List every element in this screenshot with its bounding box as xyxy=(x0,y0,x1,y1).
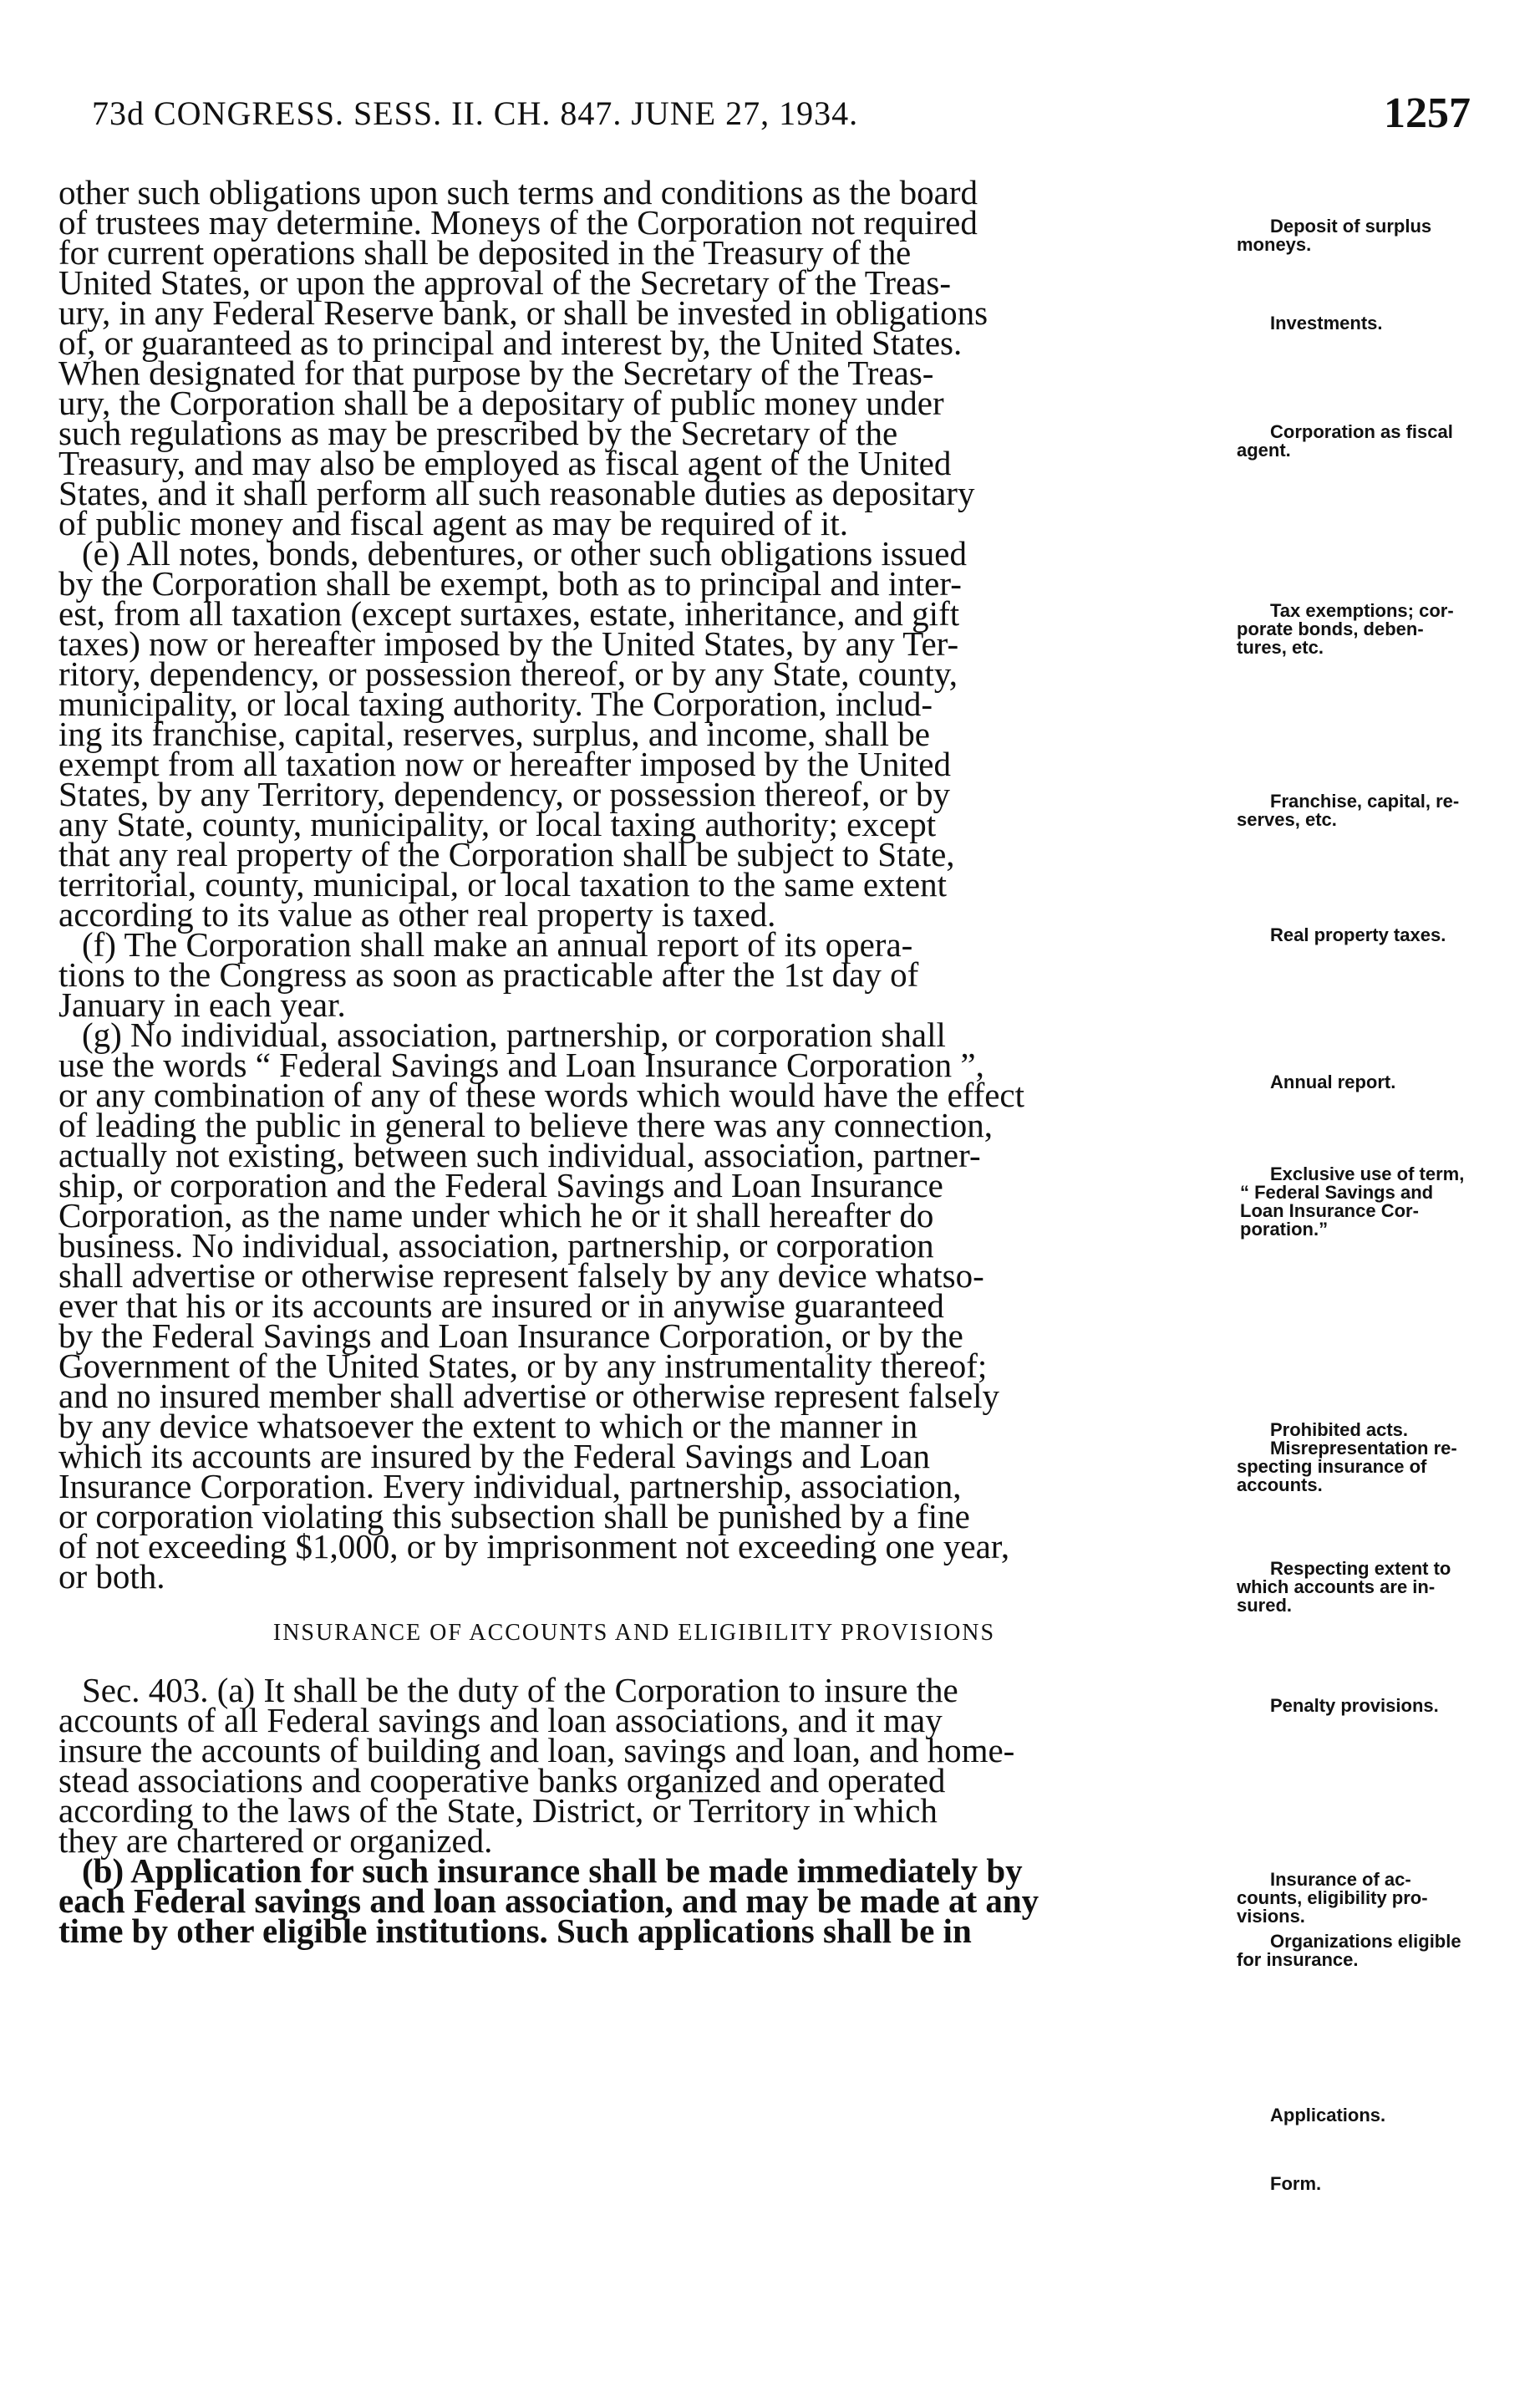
margin-note-line: for insurance. xyxy=(1237,1949,1359,1970)
margin-note-line: Form. xyxy=(1270,2173,1322,2194)
margin-note-line: Applications. xyxy=(1270,2105,1386,2126)
text-line: according to its value as other real property is taxed. xyxy=(58,895,776,934)
text-line: any State, county, municipality, or local taxing authority; except xyxy=(58,805,937,843)
text-line: business. No individual, association, partnership, or corporation xyxy=(58,1226,934,1265)
text-line: territorial, county, municipal, or local taxation to the same extent xyxy=(58,865,947,904)
margin-note-line: “ Federal Savings and xyxy=(1240,1182,1434,1203)
margin-note xyxy=(1237,602,1504,657)
margin-note xyxy=(1237,1073,1504,1092)
text-line: of, or guaranteed as to principal and interest by, the United States. xyxy=(58,323,963,362)
margin-note xyxy=(1237,1697,1504,1715)
margin-note-line: serves, etc. xyxy=(1237,809,1337,830)
text-line: insure the accounts of building and loan, savings and loan, and home- xyxy=(58,1731,1015,1769)
text-line: When designated for that purpose by the Secretary of the Treas- xyxy=(58,354,934,392)
margin-note-line: Real property taxes. xyxy=(1270,924,1446,945)
margin-note xyxy=(1237,217,1504,254)
text-line: Sec. 403. (a) It shall be the duty of the Corporation to insure the xyxy=(82,1671,958,1709)
text-line: Treasury, and may also be employed as fiscal agent of the United xyxy=(58,444,952,482)
margin-note-line: Corporation as fiscal xyxy=(1270,421,1453,442)
text-line: est, from all taxation (except surtaxes, estate, inheritance, and gift xyxy=(58,594,960,633)
text-line: for current operations shall be deposited in the Treasury of the xyxy=(58,233,912,272)
text-line: Insurance Corporation. Every individual, partnership, association, xyxy=(58,1467,962,1505)
margin-note-line: Franchise, capital, re- xyxy=(1270,791,1460,812)
margin-note xyxy=(1237,1421,1504,1494)
text-line: each Federal savings and loan association, and may be made at any xyxy=(58,1881,1039,1920)
text-line: use the words “ Federal Savings and Loan Insurance Corporation ”, xyxy=(58,1046,984,1084)
text-line: ship, or corporation and the Federal Savings and Loan Insurance xyxy=(58,1166,943,1204)
main-text xyxy=(58,173,1210,1950)
margin-note-line: sured. xyxy=(1237,1595,1293,1616)
margin-note-line: Annual report. xyxy=(1270,1072,1396,1092)
text-line: time by other eligible institutions. Such applications shall be in xyxy=(58,1912,972,1950)
margin-note-line: Prohibited acts. xyxy=(1270,1419,1409,1440)
text-line: ing its franchise, capital, reserves, surplus, and income, shall be xyxy=(58,715,930,753)
text-line: taxes) now or hereafter imposed by the United States, by any Ter- xyxy=(58,624,959,663)
page-number: 1257 xyxy=(1384,89,1471,137)
text-line: exempt from all taxation now or hereafter imposed by the United xyxy=(58,745,951,783)
margin-note-line: Insurance of ac- xyxy=(1270,1869,1411,1890)
margin-note xyxy=(1237,926,1504,944)
margin-note-line: visions. xyxy=(1237,1906,1305,1927)
margin-note xyxy=(1237,1560,1504,1615)
text-line: accounts of all Federal savings and loan associations, and it may xyxy=(58,1701,943,1739)
margin-note-line: Penalty provisions. xyxy=(1270,1695,1439,1716)
text-line: (e) All notes, bonds, debentures, or other such obligations issued xyxy=(82,534,967,573)
text-line: they are chartered or organized. xyxy=(58,1821,493,1860)
text-line: or both. xyxy=(58,1557,165,1596)
text-line: tions to the Congress as soon as practicable after the 1st day of xyxy=(58,955,919,994)
text-line: according to the laws of the State, District, or Territory in which xyxy=(58,1791,938,1830)
text-line: of trustees may determine. Moneys of the Corporation not required xyxy=(58,203,978,242)
margin-note-line: Misrepresentation re- xyxy=(1270,1438,1457,1459)
text-line: January in each year. xyxy=(58,985,346,1024)
text-line: other such obligations upon such terms and conditions as the board xyxy=(58,173,978,211)
text-line: and no insured member shall advertise or otherwise represent falsely xyxy=(58,1377,999,1415)
margin-note-line: Loan Insurance Cor- xyxy=(1240,1200,1419,1221)
margin-note-line: Respecting extent to xyxy=(1270,1558,1451,1579)
text-line: which its accounts are insured by the Federal Savings and Loan xyxy=(58,1437,930,1475)
margin-note-line: Investments. xyxy=(1270,313,1383,333)
margin-note xyxy=(1237,1932,1504,1969)
section-heading: INSURANCE OF ACCOUNTS AND ELIGIBILITY PROVISIONS xyxy=(272,1620,996,1646)
text-line: by the Corporation shall be exempt, both as to principal and inter- xyxy=(58,564,962,603)
margin-note-line: Deposit of surplus xyxy=(1270,216,1432,237)
margin-note-line: moneys. xyxy=(1237,234,1312,255)
text-line: or corporation violating this subsection shall be punished by a fine xyxy=(58,1497,970,1535)
text-line: ever that his or its accounts are insured or in anywise guaranteed xyxy=(58,1286,944,1325)
text-line: States, and it shall perform all such reasonable duties as depositary xyxy=(58,474,975,512)
margin-note-line: counts, eligibility pro- xyxy=(1237,1887,1428,1908)
margin-note xyxy=(1237,423,1504,460)
text-line: of not exceeding $1,000, or by imprisonment not exceeding one year, xyxy=(58,1527,1010,1566)
text-line: such regulations as may be prescribed by the Secretary of the xyxy=(58,414,898,452)
text-line: Government of the United States, or by any instrumentality thereof; xyxy=(58,1347,988,1385)
text-line: (b) Application for such insurance shall be made immediately by xyxy=(82,1851,1023,1890)
text-line: ury, the Corporation shall be a depositary of public money under xyxy=(58,384,944,422)
margin-note xyxy=(1237,2106,1504,2125)
margin-note xyxy=(1237,2175,1504,2193)
text-line: States, by any Territory, dependency, or possession thereof, or by xyxy=(58,775,951,813)
text-line: shall advertise or otherwise represent falsely by any device whatso- xyxy=(58,1256,984,1295)
text-line: of public money and fiscal agent as may be required of it. xyxy=(58,504,848,542)
text-line: (f) The Corporation shall make an annual report of its opera- xyxy=(82,925,913,964)
text-line: ritory, dependency, or possession thereof, or by any State, county, xyxy=(58,654,958,693)
page-header xyxy=(92,89,1471,144)
margin-note xyxy=(1237,1871,1504,1926)
text-line: by the Federal Savings and Loan Insurance Corporation, or by the xyxy=(58,1316,963,1355)
margin-note-line: Tax exemptions; cor- xyxy=(1270,600,1454,621)
text-line: actually not existing, between such individual, association, partner- xyxy=(58,1136,981,1174)
margin-note-line: Exclusive use of term, xyxy=(1270,1163,1465,1184)
margin-note-line: poration.” xyxy=(1240,1219,1329,1240)
running-title: 73d CONGRESS. SESS. II. CH. 847. JUNE 27, 1934. xyxy=(92,94,859,132)
text-line: municipality, or local taxing authority. The Corporation, includ- xyxy=(58,685,933,723)
text-line: by any device whatsoever the extent to which or the manner in xyxy=(58,1407,918,1445)
margin-note-line: tures, etc. xyxy=(1237,637,1324,658)
margin-note xyxy=(1237,314,1504,333)
text-line: United States, or upon the approval of the Secretary of the Treas- xyxy=(58,263,952,302)
text-line: Corporation, as the name under which he or it shall hereafter do xyxy=(58,1196,934,1235)
margin-note-line: accounts. xyxy=(1237,1474,1323,1495)
margin-note xyxy=(1237,1165,1504,1239)
margin-note-line: porate bonds, deben- xyxy=(1237,619,1424,639)
margin-note-line: agent. xyxy=(1237,440,1291,461)
text-line: or any combination of any of these words which would have the effect xyxy=(58,1076,1025,1114)
text-line: stead associations and cooperative banks organized and operated xyxy=(58,1761,946,1800)
text-line: that any real property of the Corporation shall be subject to State, xyxy=(58,835,955,873)
text-line: of leading the public in general to believe there was any connection, xyxy=(58,1106,993,1144)
text-line: (g) No individual, association, partnership, or corporation shall xyxy=(82,1016,946,1054)
text-line: ury, in any Federal Reserve bank, or shall be invested in obligations xyxy=(58,293,989,332)
margin-note-line: Organizations eligible xyxy=(1270,1931,1461,1952)
margin-note xyxy=(1237,792,1504,829)
margin-note-line: specting insurance of xyxy=(1237,1456,1427,1477)
margin-note-line: which accounts are in- xyxy=(1237,1576,1436,1597)
